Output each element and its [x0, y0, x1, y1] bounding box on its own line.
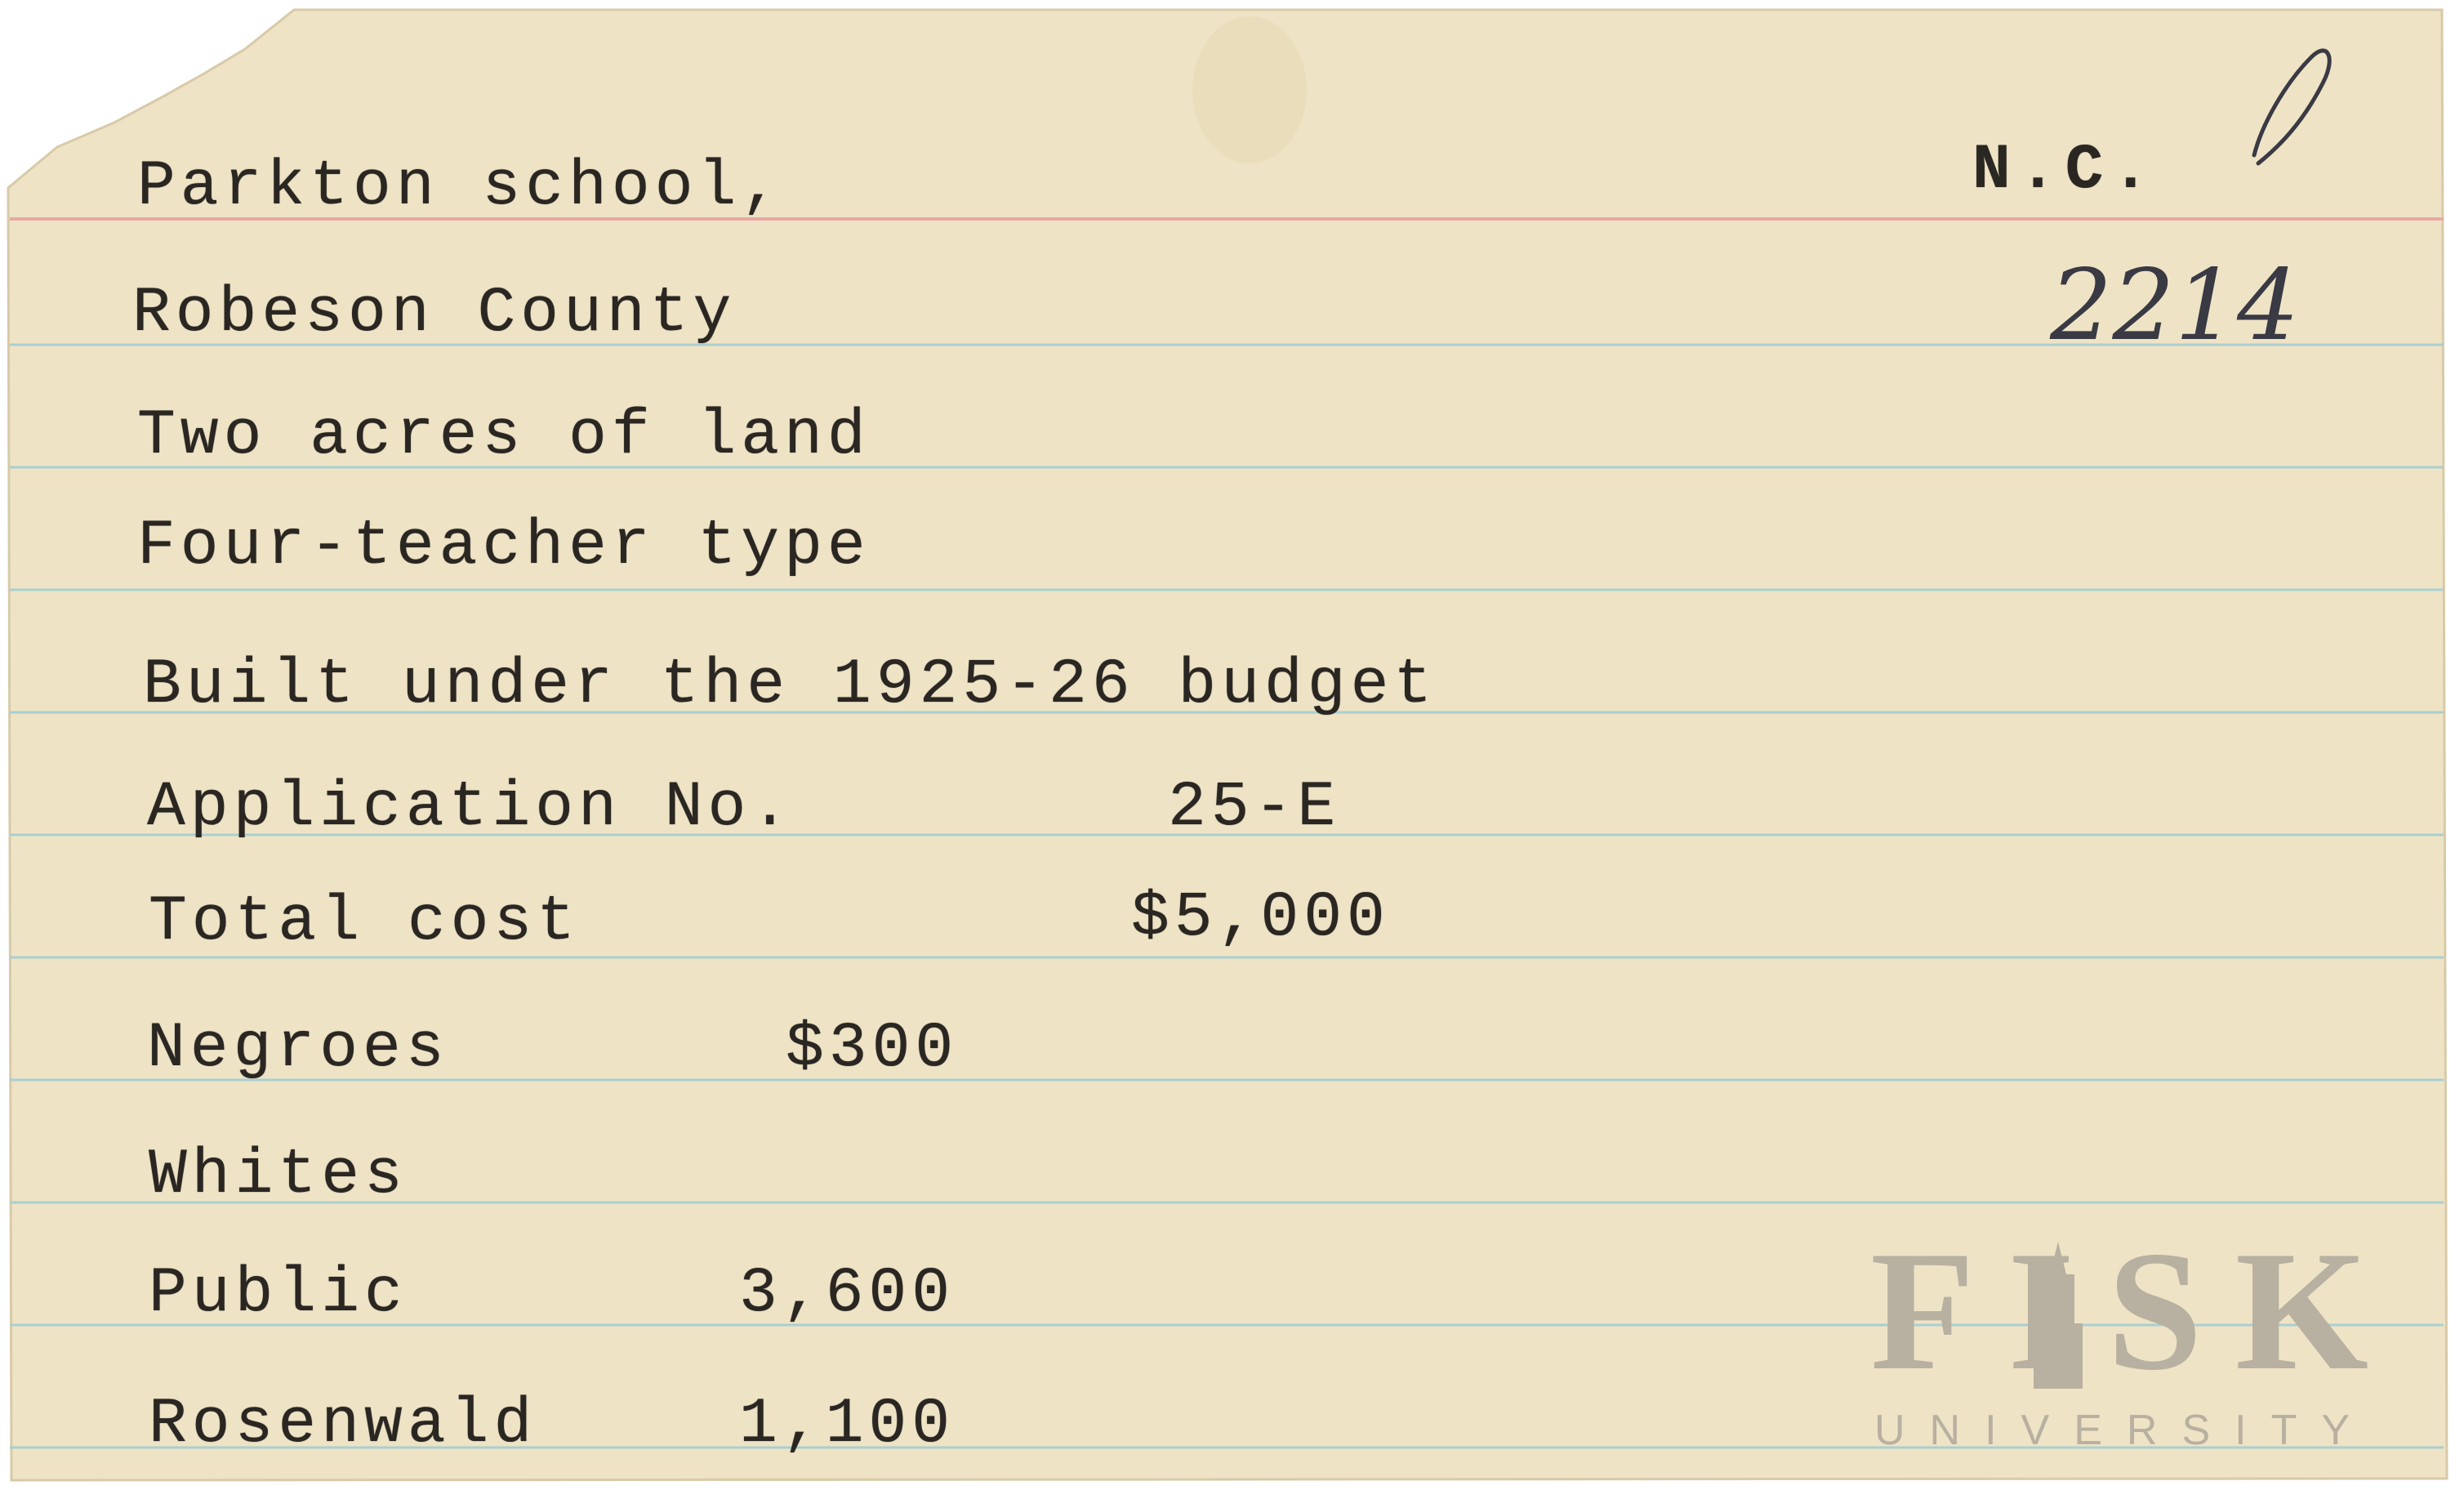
rosenwald-value: 1,100 [739, 1389, 956, 1461]
application-number: 25-E [1168, 772, 1341, 844]
negroes-value: $300 [786, 1013, 959, 1085]
total-cost-label: Total cost [149, 886, 581, 958]
total-cost-value: $5,000 [1131, 882, 1390, 954]
land: Two acres of land [137, 400, 871, 472]
state-label: N.C. [1972, 135, 2159, 207]
county: Robeson County [132, 278, 737, 350]
budget-year: Built under the 1925-26 budget [143, 649, 1437, 721]
public-label: Public [149, 1258, 408, 1330]
negroes-label: Negroes [147, 1013, 449, 1085]
handwritten-number: 2214 [2050, 249, 2300, 363]
rosenwald-label: Rosenwald [149, 1389, 537, 1461]
building-type: Four-teacher type [137, 511, 871, 582]
watermark-word: FISK [1870, 1216, 2402, 1406]
school-name: Parkton school, [137, 151, 785, 223]
application-label: Application No. [147, 772, 795, 844]
stain [1192, 16, 1307, 163]
public-value: 3,600 [739, 1258, 956, 1330]
watermark-subtitle: UNIVERSITY [1874, 1407, 2375, 1454]
whites-label: Whites [149, 1140, 408, 1211]
